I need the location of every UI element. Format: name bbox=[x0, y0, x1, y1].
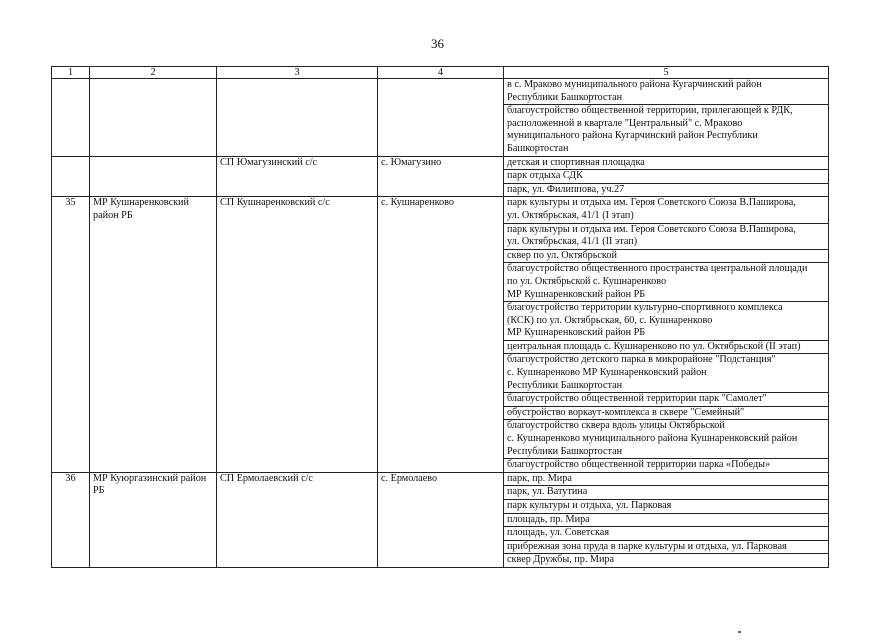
settlement-cell: СП Ермолаевский с/с bbox=[217, 472, 378, 567]
district-cell: МР Кушнаренковский район РБ bbox=[90, 197, 217, 472]
territory-cell: сквер Дружбы, пр. Мира bbox=[504, 554, 829, 568]
locality-cell: с. Юмагузино bbox=[378, 156, 504, 197]
territory-cell: парк культуры и отдыха, ул. Парковая bbox=[504, 500, 829, 514]
territory-cell: прибрежная зона пруда в парке культуры и отдыха, ул. Парковая bbox=[504, 540, 829, 554]
locality-cell: с. Кушнаренково bbox=[378, 197, 504, 472]
row-number-cell: 36 bbox=[52, 472, 90, 567]
territory-cell: сквер по ул. Октябрьской bbox=[504, 249, 829, 263]
settlement-cell: СП Юмагузинский с/с bbox=[217, 156, 378, 197]
settlement-cell: СП Кушнаренковский с/с bbox=[217, 197, 378, 472]
locality-cell: с. Ермолаево bbox=[378, 472, 504, 567]
territory-cell: благоустройство общественного пространства центральной площади по ул. Октябрьской с. Кушнаренково МР Кушнаренковский район РБ bbox=[504, 263, 829, 302]
territory-cell: в с. Мраково муниципального района Кугарчинский район Республики Башкортостан bbox=[504, 79, 829, 105]
territory-cell: благоустройство территории культурно-спортивного комплекса (КСК) по ул. Октябрьская, 60, с. Кушнаренково МР Кушнаренковский район РБ bbox=[504, 302, 829, 341]
document-table bbox=[51, 66, 829, 568]
settlement-cell bbox=[217, 79, 378, 157]
table-header-row bbox=[52, 67, 829, 79]
territory-cell: парк культуры и отдыха им. Героя Советского Союза В.Паширова, ул. Октябрьская, 41/1 (II этап) bbox=[504, 223, 829, 249]
district-cell bbox=[90, 156, 217, 197]
territory-cell: парк, пр. Мира bbox=[504, 472, 829, 486]
district-cell: МР Куюргазинский район РБ bbox=[90, 472, 217, 567]
column-header: 4 bbox=[378, 67, 504, 79]
row-number-cell: 35 bbox=[52, 197, 90, 472]
table-row bbox=[52, 197, 829, 223]
territory-cell: парк, ул. Филиппова, уч.27 bbox=[504, 183, 829, 197]
column-header: 5 bbox=[504, 67, 829, 79]
row-number-cell bbox=[52, 156, 90, 197]
territory-cell: обустройство воркаут-комплекса в сквере "Семейный" bbox=[504, 406, 829, 420]
territory-cell: парк культуры и отдыха им. Героя Советского Союза В.Паширова, ул. Октябрьская, 41/1 (I этап) bbox=[504, 197, 829, 223]
column-header: 1 bbox=[52, 67, 90, 79]
table-row bbox=[52, 472, 829, 486]
territory-cell: благоустройство детского парка в микрорайоне "Подстанция" с. Кушнаренково МР Кушнаренковский район Республики Башкортостан bbox=[504, 354, 829, 393]
table-row bbox=[52, 79, 829, 105]
territory-cell: благоустройство общественной территории парк "Самолет" bbox=[504, 393, 829, 407]
column-header: 3 bbox=[217, 67, 378, 79]
column-header: 2 bbox=[90, 67, 217, 79]
territory-cell: центральная площадь с. Кушнаренково по ул. Октябрьской (II этап) bbox=[504, 340, 829, 354]
territory-cell: площадь, ул. Советская bbox=[504, 527, 829, 541]
table-row bbox=[52, 156, 829, 170]
territory-cell: благоустройство общественной территории, прилегающей к РДК, расположенной в квартале "Центральный" с. Мраково муниципального района Кугарчинский район Республики Башкортостан bbox=[504, 105, 829, 156]
page-number: 36 bbox=[431, 36, 444, 51]
territory-cell: детская и спортивная площадка bbox=[504, 156, 829, 170]
scan-artifact bbox=[738, 631, 741, 633]
locality-cell bbox=[378, 79, 504, 157]
territory-cell: площадь, пр. Мира bbox=[504, 513, 829, 527]
territory-cell: благоустройство общественной территории парка «Победы» bbox=[504, 459, 829, 473]
district-cell bbox=[90, 79, 217, 157]
row-number-cell bbox=[52, 79, 90, 157]
territory-cell: благоустройство сквера вдоль улицы Октябрьской с. Кушнаренково муниципального района Кушнаренковский район Республики Башкортостан bbox=[504, 420, 829, 459]
territory-cell: парк, ул. Ватутина bbox=[504, 486, 829, 500]
territory-cell: парк отдыха СДК bbox=[504, 170, 829, 184]
